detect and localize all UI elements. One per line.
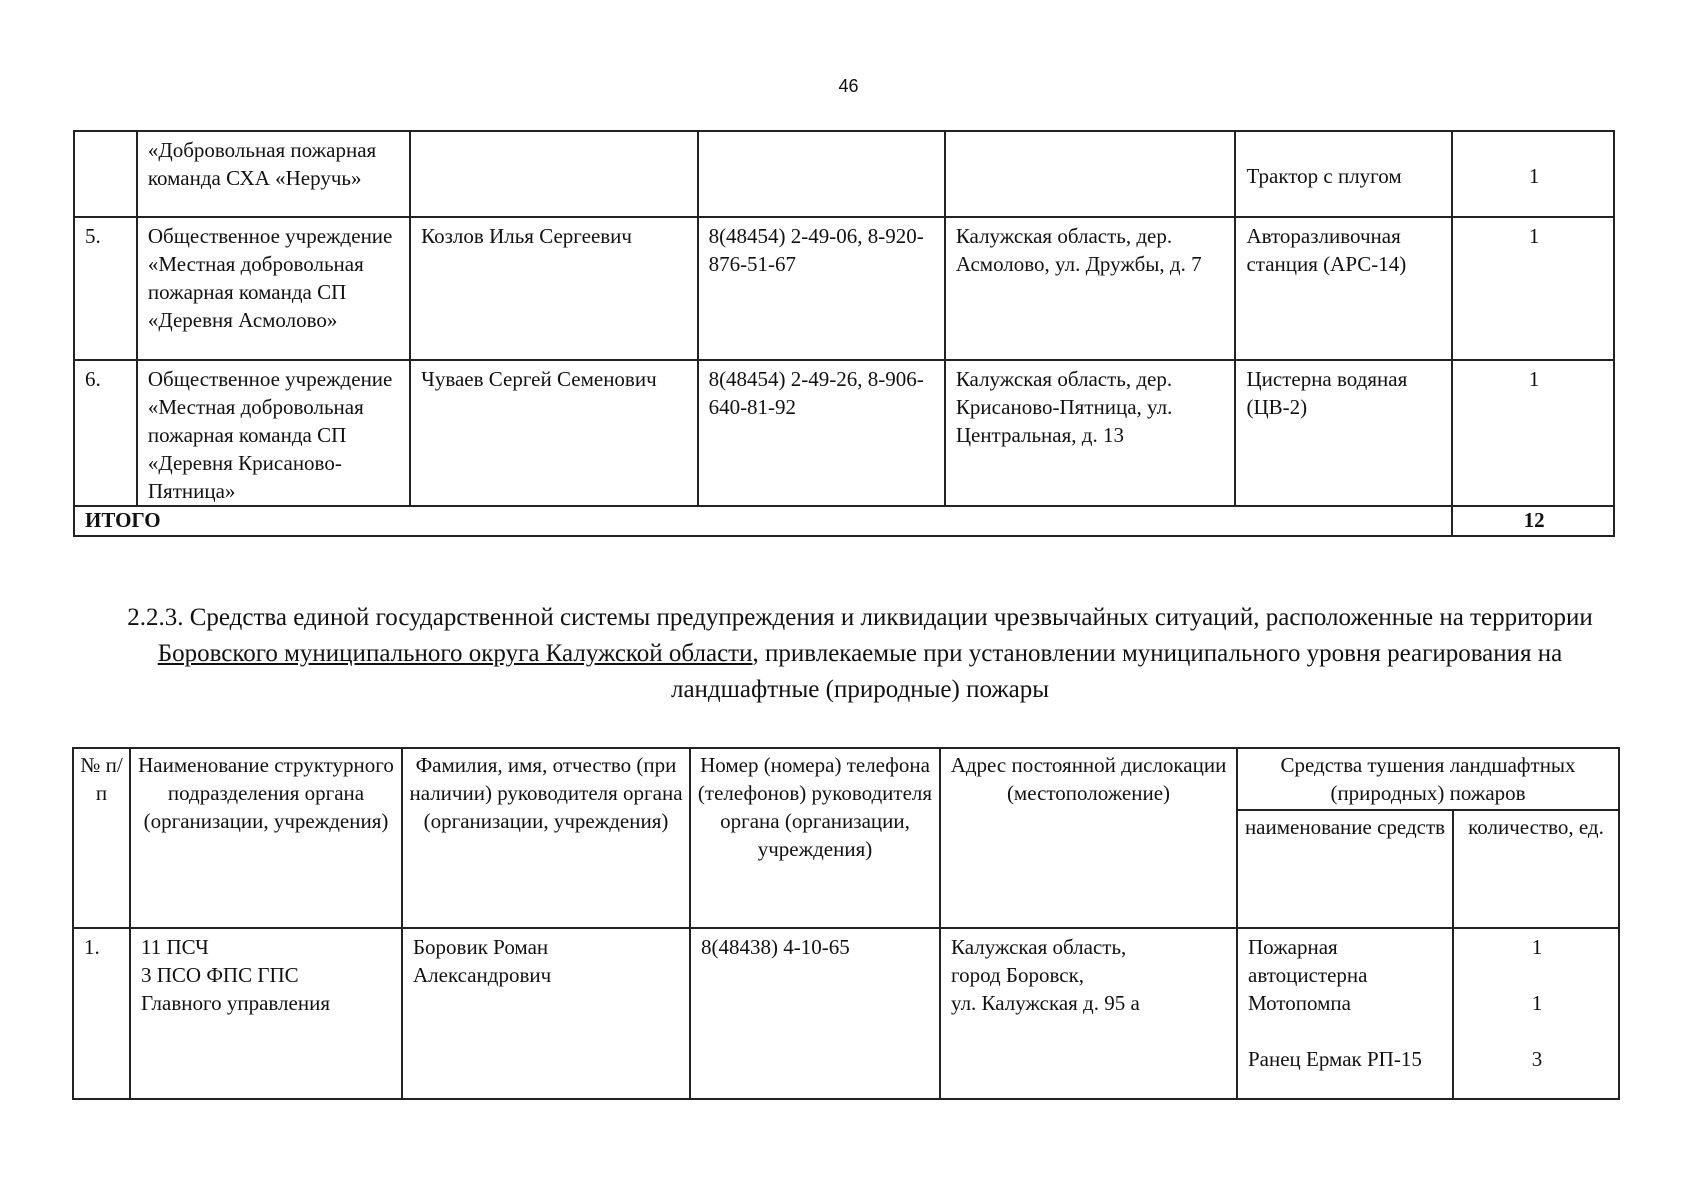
table-row: [74, 131, 1614, 217]
row-number: 5.: [74, 217, 137, 360]
quantity-item: 1: [1531, 991, 1543, 1015]
unit-name: Общественное учреждение «Местная добровольная пожарная команда СП «Деревня Асмолово»: [137, 217, 410, 360]
quantity-item: 3: [1531, 1047, 1543, 1071]
table-header-row: [73, 748, 1619, 810]
phone: [698, 131, 945, 217]
row-number: 6.: [74, 360, 137, 506]
head-name: Боровик Роман Александрович: [402, 928, 690, 1099]
header-number: № п/п: [73, 748, 130, 928]
means-quantity: 1: [1452, 131, 1614, 217]
header-means-group: Средства тушения ландшафтных (природных) пожаров: [1237, 748, 1619, 810]
total-row: [74, 506, 1614, 536]
phone: 8(48454) 2-49-06, 8-920-876-51-67: [698, 217, 945, 360]
heading-text-end: , привлекаемые при установлении муниципального уровня реагирования на ландшафтные (природные) пожары: [670, 640, 1563, 703]
means-list: [1237, 928, 1453, 1099]
address-line: Калужская область,: [951, 935, 1127, 959]
row-number: 1.: [73, 928, 130, 1099]
emergency-means-table: [72, 747, 1620, 1100]
address: [940, 928, 1237, 1099]
means-item: Пожарная автоцистерна: [1248, 935, 1368, 987]
unit-name: «Добровольная пожарная команда СХА «Неручь»: [137, 131, 410, 217]
address-line: город Боровск,: [951, 963, 1085, 987]
means-name: Авторазливочная станция (АРС-14): [1235, 217, 1452, 360]
means-quantity: 1: [1452, 217, 1614, 360]
unit-name-line: 3 ПСО ФПС ГПС: [141, 963, 299, 987]
header-address: Адрес постоянной дислокации (местоположение): [940, 748, 1237, 928]
head-name: Чуваев Сергей Семенович: [410, 360, 697, 506]
unit-name-line: Главного управления: [141, 991, 330, 1015]
table-row: [74, 360, 1614, 506]
header-means-name: наименование средств: [1237, 810, 1453, 928]
total-label: ИТОГО: [74, 506, 1452, 536]
unit-name: [130, 928, 402, 1099]
header-means-quantity: количество, ед.: [1453, 810, 1619, 928]
section-heading: [100, 600, 1620, 708]
page-number: 46: [838, 76, 859, 96]
row-number: [74, 131, 137, 217]
phone: 8(48438) 4-10-65: [690, 928, 940, 1099]
header-head-name: Фамилия, имя, отчество (при наличии) руководителя органа (организации, учреждения): [402, 748, 690, 928]
address: Калужская область, дер. Крисаново-Пятница, ул. Центральная, д. 13: [945, 360, 1236, 506]
table-row: [74, 217, 1614, 360]
unit-name: Общественное учреждение «Местная добровольная пожарная команда СП «Деревня Крисаново-Пятница»: [137, 360, 410, 506]
means-name: Цистерна водяная (ЦВ-2): [1235, 360, 1452, 506]
head-name: [410, 131, 697, 217]
address: [945, 131, 1236, 217]
address: Калужская область, дер. Асмолово, ул. Дружбы, д. 7: [945, 217, 1236, 360]
heading-underlined-territory: Боровского муниципального округа Калужской области: [157, 640, 753, 667]
total-value: 12: [1452, 506, 1614, 536]
unit-name-line: 11 ПСЧ: [141, 935, 209, 959]
head-name: Козлов Илья Сергеевич: [410, 217, 697, 360]
means-quantity: 1: [1452, 360, 1614, 506]
heading-text-start: 2.2.3. Средства единой государственной системы предупреждения и ликвидации чрезвычайных ситуаций, расположенные на территории: [127, 604, 1593, 631]
means-name: Трактор с плугом: [1235, 131, 1452, 217]
phone: 8(48454) 2-49-26, 8-906-640-81-92: [698, 360, 945, 506]
address-line: ул. Калужская д. 95 а: [951, 991, 1140, 1015]
means-item: Мотопомпа: [1248, 991, 1351, 1015]
quantity-list: [1453, 928, 1619, 1099]
forces-table-continued: [73, 130, 1615, 537]
table-row: [73, 928, 1619, 1099]
quantity-item: 1: [1531, 935, 1543, 959]
header-unit-name: Наименование структурного подразделения органа (организации, учреждения): [130, 748, 402, 928]
means-item: Ранец Ермак РП-15: [1248, 1047, 1422, 1071]
header-phone: Номер (номера) телефона (телефонов) руководителя органа (организации, учреждения): [690, 748, 940, 928]
